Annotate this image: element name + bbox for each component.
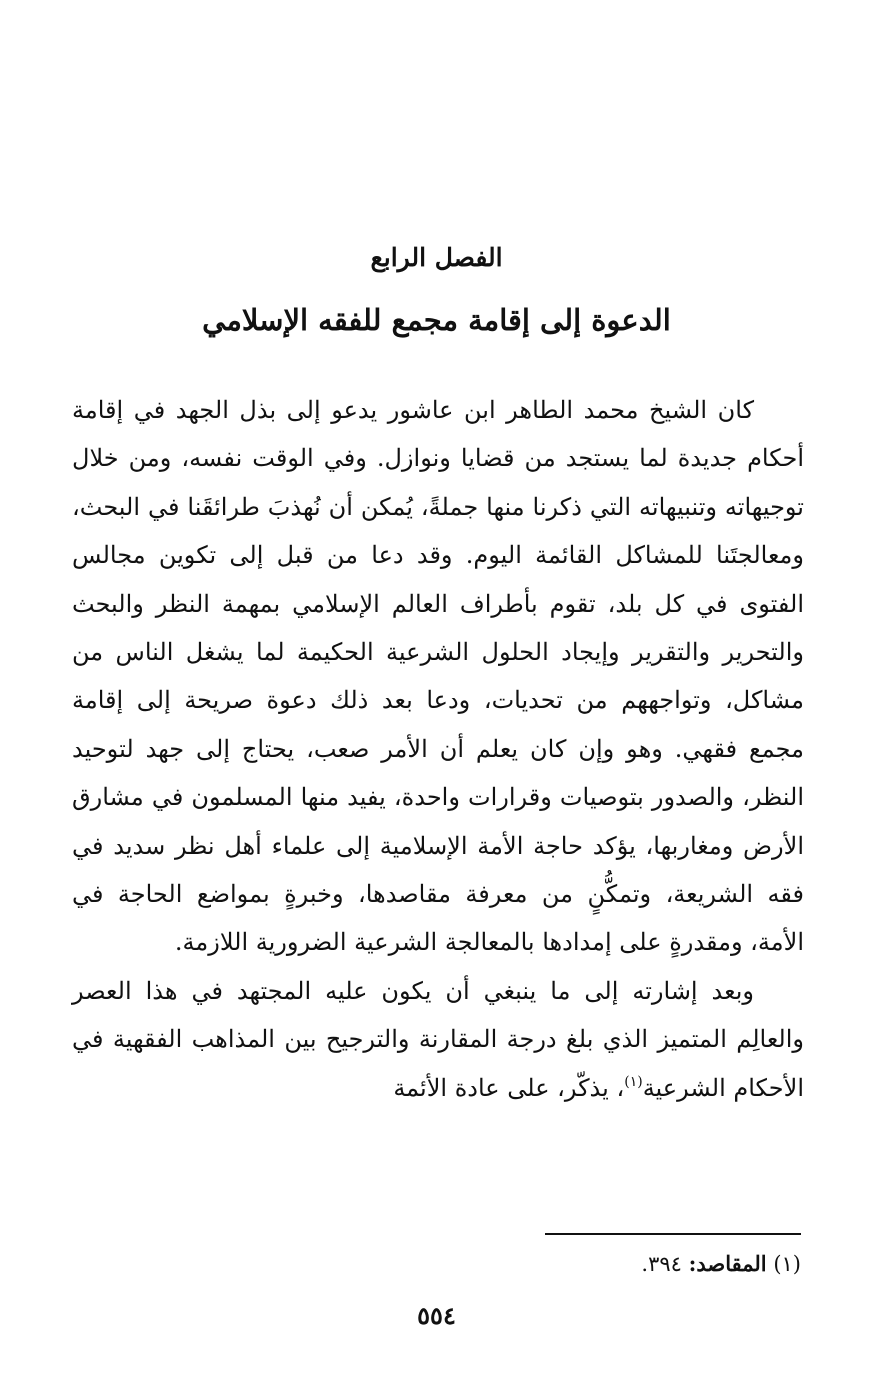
footnote-source: المقاصد:	[688, 1251, 767, 1276]
footnote-number: (١)	[773, 1252, 801, 1276]
footnote-reference[interactable]: (١)	[624, 1073, 643, 1090]
chapter-label: الفصل الرابع	[370, 243, 503, 272]
body-text	[72, 386, 804, 1112]
paragraph-2	[72, 967, 804, 1112]
footnote-divider	[545, 1233, 801, 1235]
paragraph-2-text-after: ، يذكّر، على عادة الأئمة	[393, 1073, 625, 1102]
paragraph-1: كان الشيخ محمد الطاهر ابن عاشور يدعو إلى بذل الجهد في إقامة أحكام جديدة لما يستجد من قضايا ونوازل. وفي الوقت نفسه، ومن خلال توجيهاته وتنبيهاته التي ذكرنا منها جملةً، يُمكن أن نُهذبَ طرائقَنا في البحث، ومعالجتَنا للمشاكل القائمة اليوم. وقد دعا من قبل إلى تكوين مجالس الفتوى في كل بلد، تقوم بأطراف العالم الإسلامي بمهمة النظر والبحث والتحرير والتقرير وإيجاد الحلول الشرعية الحكيمة لما يشغل الناس من مشاكل، وتواجههم من تحديات، ودعا بعد ذلك دعوة صريحة إلى إقامة مجمع فقهي. وهو وإن كان يعلم أن الأمر صعب، يحتاج إلى جهد لتوحيد النظر، والصدور بتوصيات وقرارات واحدة، يفيد منها المسلمون في مشارق الأرض ومغاربها، يؤكد حاجة الأمة الإسلامية إلى علماء أهل نظر سديد في فقه الشريعة، وتمكُّنٍ من معرفة مقاصدها، وخبرةٍ بمواضع الحاجة في الأمة، ومقدرةٍ على إمدادها بالمعالجة الشرعية الضرورية اللازمة.	[72, 396, 804, 957]
footnote-page: ٣٩٤.	[641, 1252, 682, 1276]
paragraph-2-text-before: وبعد إشارته إلى ما ينبغي أن يكون عليه المجتهد في هذا العصر والعالِم المتميز الذي بلغ درجة المقارنة والترجيح بين المذاهب الفقهية في الأحكام الشرعية	[72, 976, 804, 1102]
footnote	[641, 1248, 801, 1280]
chapter-title: الدعوة إلى إقامة مجمع للفقه الإسلامي	[202, 303, 671, 337]
page-number: ٥٥٤	[417, 1301, 456, 1330]
